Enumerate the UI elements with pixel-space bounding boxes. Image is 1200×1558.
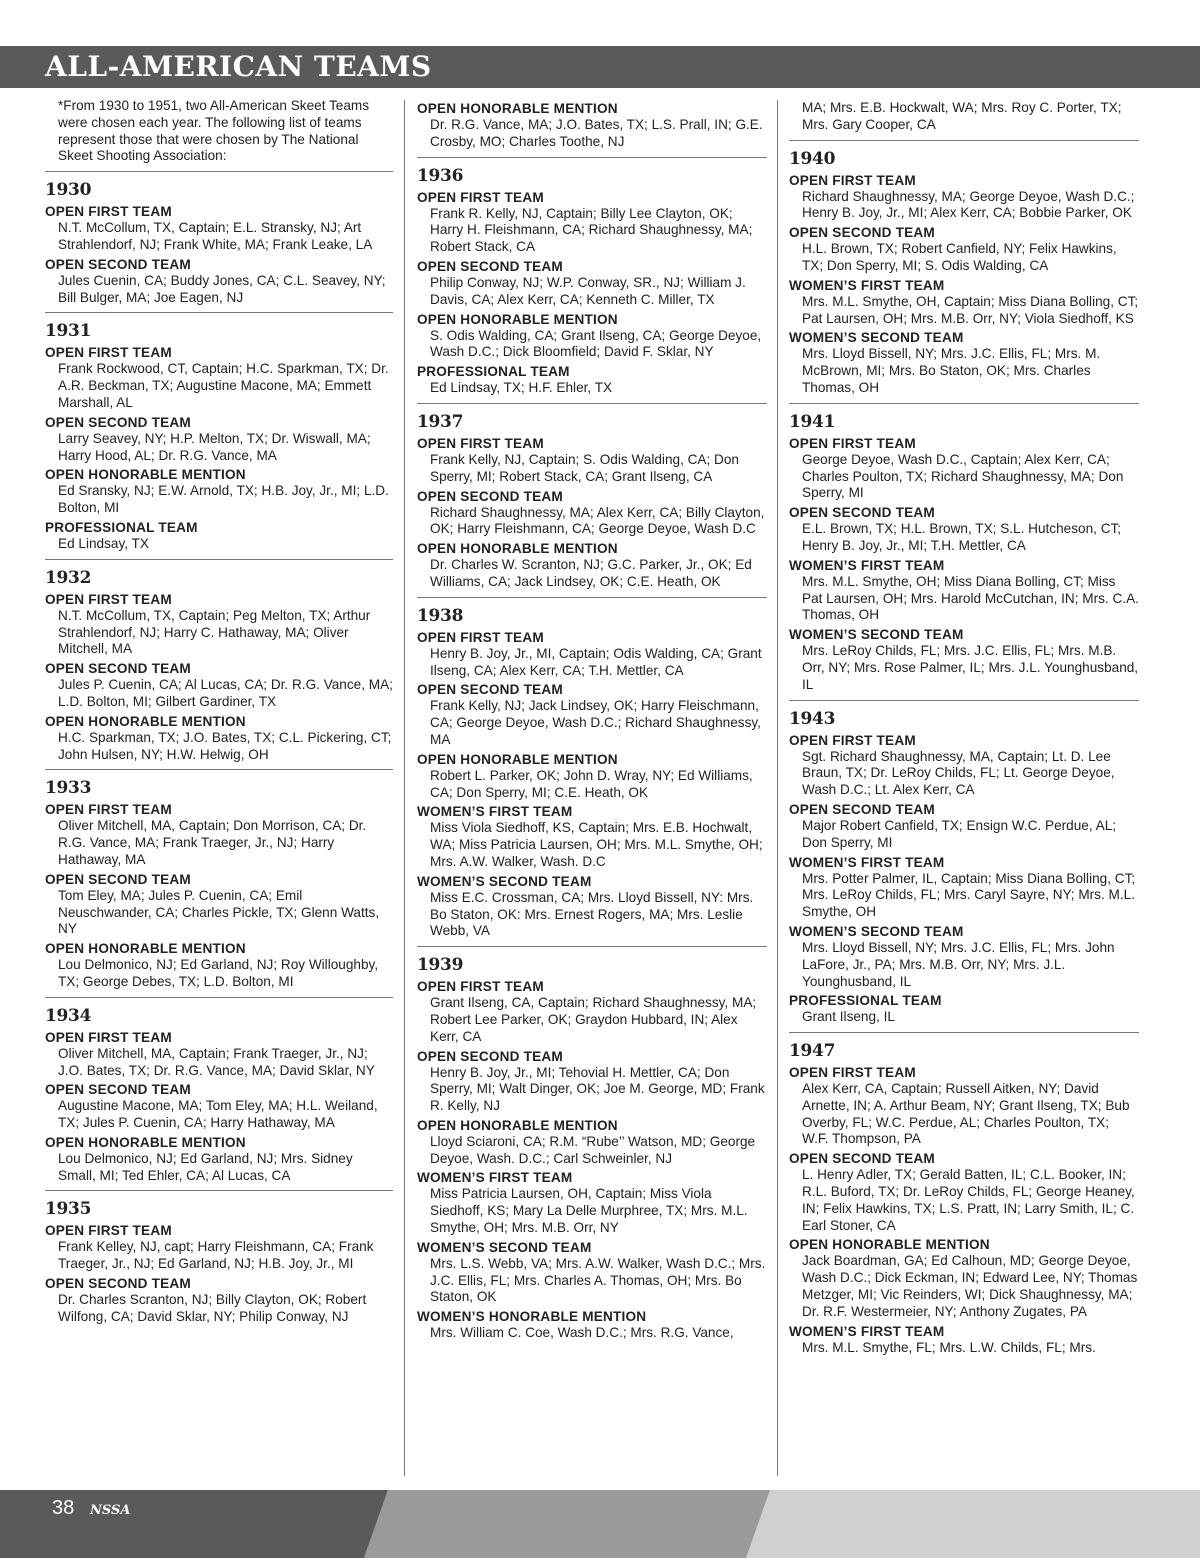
year-heading: 1939	[417, 955, 464, 976]
year-section	[45, 1006, 393, 1192]
team-heading: WOMEN’S FIRST TEAM	[789, 854, 945, 870]
team-entry	[45, 1029, 393, 1080]
team-members: Lou Delmonico, NJ; Ed Garland, NJ; Mrs. Sidney Small, MI; Ted Ehler, CA; Al Lucas, CA	[58, 1150, 353, 1183]
team-members: Grant Ilseng, CA, Captain; Richard Shaughnessy, MA; Robert Lee Parker, OK; Graydon Hubbard, IN; Alex Kerr, CA	[430, 995, 757, 1044]
team-entry	[789, 100, 1139, 134]
team-members: Henry B. Joy, Jr., MI, Captain; Odis Walding, CA; Grant Ilseng, CA; Alex Kerr, CA; T.H. Mettler, CA	[430, 645, 762, 678]
team-members: Jules Cuenin, CA; Buddy Jones, CA; C.L. Seavey, NY; Bill Bulger, MA; Joe Eagen, NJ	[58, 272, 386, 305]
team-heading: OPEN SECOND TEAM	[417, 488, 563, 504]
team-members: Alex Kerr, CA, Captain; Russell Aitken, NY; David Arnette, IN; A. Arthur Beam, NY; Grant Ilseng, TX; Bub Overby, FL; W.C. Perdue, AL; Charles Poulton, TX; W.F. Thompson, PA	[802, 1081, 1130, 1147]
team-entry	[417, 629, 767, 680]
team-heading: OPEN SECOND TEAM	[45, 414, 191, 430]
team-members: Frank Kelley, NJ, capt; Harry Fleishmann, CA; Frank Traeger, Jr., NJ; Ed Garland, NJ; H.B. Joy, Jr., MI	[58, 1239, 374, 1272]
year-section	[45, 321, 393, 559]
team-members: Mrs. L.S. Webb, VA; Mrs. A.W. Walker, Wash D.C.; Mrs. J.C. Ellis, FL; Mrs. Charles A. Thomas, OH; Mrs. Bo Staton, OK	[430, 1255, 766, 1305]
team-heading: OPEN HONORABLE MENTION	[45, 1134, 246, 1150]
team-entry	[789, 1064, 1139, 1148]
team-heading: OPEN SECOND TEAM	[789, 1151, 935, 1167]
team-entry	[45, 203, 393, 254]
team-members: Jack Boardman, GA; Ed Calhoun, MD; George Deyoe, Wash D.C.; Dick Eckman, IN; Edward Lee, NY; Thomas Metzger, MI; Vic Reinders, WI; Dick Shaughnessy, MA; Dr. R.F. Westermeier, NY; Anthony Zugates, PA	[802, 1253, 1138, 1319]
team-entry	[789, 854, 1139, 921]
team-entry	[417, 978, 767, 1045]
team-members: Henry B. Joy, Jr., MI; Tehovial H. Mettler, CA; Don Sperry, MI; Walt Dinger, OK; Joe M. George, MD; Frank R. Kelly, NJ	[430, 1064, 765, 1114]
team-members: Oliver Mitchell, MA, Captain; Frank Traeger, Jr., NJ; J.O. Bates, TX; Dr. R.G. Vance, MA; David Sklar, NY	[58, 1045, 375, 1078]
team-heading: OPEN SECOND TEAM	[417, 682, 563, 698]
column-1	[45, 98, 393, 1332]
team-members: H.C. Sparkman, TX; J.O. Bates, TX; C.L. Pickering, CT; John Hulsen, NY; H.W. Helwig, OH	[58, 729, 392, 762]
team-entry	[45, 801, 393, 868]
year-section	[789, 100, 1139, 141]
team-entry	[789, 1323, 1139, 1357]
team-members: Mrs. William C. Coe, Wash D.C.; Mrs. R.G. Vance,	[430, 1325, 734, 1341]
team-heading: OPEN HONORABLE MENTION	[45, 941, 246, 957]
team-heading: OPEN HONORABLE MENTION	[45, 467, 246, 483]
team-entry	[45, 466, 393, 517]
year-section	[789, 412, 1139, 701]
team-entry	[417, 1169, 767, 1236]
team-members: Robert L. Parker, OK; John D. Wray, NY; Ed Williams, CA; Don Sperry, MI; C.E. Heath, OK	[430, 767, 753, 800]
team-members: Major Robert Canfield, TX; Ensign W.C. Perdue, AL; Don Sperry, MI	[802, 817, 1117, 850]
page-number: 38	[52, 1497, 75, 1519]
team-members: Frank R. Kelly, NJ, Captain; Billy Lee Clayton, OK; Harry H. Fleishmann, CA; Richard Shaughnessy, MA; Robert Stack, CA	[430, 205, 753, 255]
team-members: Mrs. M.L. Smythe, OH; Miss Diana Bolling, CT; Miss Pat Laursen, OH; Mrs. Harold McCutchan, IN; Mrs. C.A. Thomas, OH	[802, 573, 1139, 623]
team-members: Frank Kelly, NJ; Jack Lindsey, OK; Harry Fleischmann, CA; George Deyoe, Wash D.C.; Richard Shaughnessy, MA	[430, 698, 761, 747]
team-entry	[417, 100, 767, 151]
team-heading: OPEN SECOND TEAM	[789, 505, 935, 521]
team-entry	[789, 801, 1139, 852]
team-members: Richard Shaughnessy, MA; Alex Kerr, CA; Billy Clayton, OK; Harry Fleishmann, CA; George Deyoe, Wash D.C	[430, 504, 765, 537]
team-heading: OPEN SECOND TEAM	[789, 801, 935, 817]
team-members: Dr. Charles Scranton, NJ; Billy Clayton, OK; Robert Wilfong, CA; David Sklar, NY; Philip Conway, NJ	[58, 1292, 367, 1324]
team-entry	[789, 277, 1139, 328]
team-heading: OPEN FIRST TEAM	[45, 802, 172, 818]
team-members: Jules P. Cuenin, CA; Al Lucas, CA; Dr. R.G. Vance, MA; L.D. Bolton, MI; Gilbert Gardiner, TX	[58, 677, 393, 709]
team-members: Sgt. Richard Shaughnessy, MA, Captain; Lt. D. Lee Braun, TX; Dr. LeRoy Childs, FL; Lt. George Deyoe, Wash D.C.; Lt. Alex Kerr, CA	[802, 748, 1115, 798]
team-entry	[417, 681, 767, 748]
year-heading: 1936	[417, 165, 464, 186]
team-heading: OPEN HONORABLE MENTION	[417, 101, 618, 116]
column-2	[417, 98, 767, 1348]
team-entry	[417, 873, 767, 940]
team-entry	[417, 258, 767, 309]
team-heading: OPEN HONORABLE MENTION	[789, 1237, 990, 1253]
year-section	[789, 709, 1139, 1034]
team-heading: WOMEN’S FIRST TEAM	[789, 1323, 945, 1339]
team-heading: WOMEN’S SECOND TEAM	[417, 873, 592, 889]
team-entry	[417, 751, 767, 802]
column-divider	[777, 100, 778, 1476]
year-section	[417, 606, 767, 947]
team-members: Dr. R.G. Vance, MA; J.O. Bates, TX; L.S. Prall, IN; G.E. Crosby, MO; Charles Toothe, NJ	[430, 117, 763, 149]
year-heading: 1933	[45, 778, 92, 799]
team-members: Frank Kelly, NJ, Captain; S. Odis Walding, CA; Don Sperry, MI; Robert Stack, CA; Grant Ilseng, CA	[430, 451, 739, 484]
team-entry	[417, 1308, 767, 1342]
year-heading: 1935	[45, 1199, 92, 1220]
team-entry	[789, 1236, 1139, 1320]
year-section	[45, 180, 393, 313]
team-members: Mrs. Lloyd Bissell, NY; Mrs. J.C. Ellis, FL; Mrs. M. McBrown, MI; Mrs. Bo Staton, OK; Mrs. Charles Thomas, OH	[802, 346, 1101, 395]
team-entry	[417, 488, 767, 539]
footer-stripes	[0, 1490, 1200, 1558]
team-entry	[417, 1048, 767, 1115]
team-entry	[45, 1134, 393, 1185]
team-members: Frank Rockwood, CT, Captain; H.C. Sparkman, TX; Dr. A.R. Beckman, TX; Augustine Macone, MA; Emmett Marshall, AL	[58, 361, 389, 410]
year-section	[45, 778, 393, 997]
team-heading: OPEN SECOND TEAM	[45, 256, 191, 272]
team-heading: OPEN FIRST TEAM	[417, 629, 544, 645]
team-members: Mrs. M.L. Smythe, FL; Mrs. L.W. Childs, FL; Mrs.	[802, 1339, 1096, 1355]
team-heading: OPEN HONORABLE MENTION	[417, 1117, 618, 1133]
team-heading: OPEN SECOND TEAM	[789, 225, 935, 241]
team-members: N.T. McCollum, TX, Captain; Peg Melton, TX; Arthur Strahlendorf, NJ; Harry C. Hathaway, MA; Oliver Mitchell, MA	[58, 607, 371, 657]
team-heading: WOMEN’S FIRST TEAM	[417, 804, 573, 820]
team-entry	[789, 224, 1139, 275]
team-members: Miss E.C. Crossman, CA; Mrs. Lloyd Bissell, NY: Mrs. Bo Staton, OK: Mrs. Ernest Rogers, MA; Mrs. Leslie Webb, VA	[430, 889, 754, 939]
team-entry	[789, 504, 1139, 555]
year-heading: 1938	[417, 605, 464, 626]
team-entry	[789, 923, 1139, 990]
team-heading: OPEN HONORABLE MENTION	[417, 541, 618, 557]
team-members: Miss Viola Siedhoff, KS, Captain; Mrs. E.B. Hochwalt, WA; Miss Patricia Laursen, OH; Mrs. M.L. Smythe, OH; Mrs. A.W. Walker, Wash. D.C	[430, 820, 763, 869]
team-entry	[417, 189, 767, 256]
year-heading: 1943	[789, 708, 836, 729]
team-entry	[45, 713, 393, 764]
team-entry	[45, 1222, 393, 1273]
team-members: S. Odis Walding, CA; Grant Ilseng, CA; George Deyoe, Wash D.C.; Dick Bloomfield; David F. Sklar, NY	[430, 327, 762, 360]
footer-brand: NSSA	[90, 1503, 131, 1518]
team-entry	[417, 363, 767, 397]
team-entry	[45, 591, 393, 658]
team-entry	[789, 626, 1139, 693]
year-heading: 1934	[45, 1005, 92, 1026]
team-heading: PROFESSIONAL TEAM	[417, 364, 570, 380]
team-members: Oliver Mitchell, MA, Captain; Don Morrison, CA; Dr. R.G. Vance, MA; Frank Traeger, Jr., NJ; Harry Hathaway, MA	[58, 818, 367, 867]
team-entry	[45, 940, 393, 991]
team-entry	[789, 557, 1139, 624]
team-entry	[45, 660, 393, 711]
team-members: MA; Mrs. E.B. Hockwalt, WA; Mrs. Roy C. Porter, TX; Mrs. Gary Cooper, CA	[802, 100, 1122, 132]
team-heading: WOMEN’S HONORABLE MENTION	[417, 1309, 647, 1325]
team-heading: OPEN FIRST TEAM	[789, 435, 916, 451]
team-entry	[45, 414, 393, 465]
team-members: Philip Conway, NJ; W.P. Conway, SR., NJ; William J. Davis, CA; Alex Kerr, CA; Kenneth C. Miller, TX	[430, 274, 746, 307]
team-heading: WOMEN’S SECOND TEAM	[417, 1239, 592, 1255]
footer-bar	[0, 1490, 1200, 1558]
team-members: E.L. Brown, TX; H.L. Brown, TX; S.L. Hutcheson, CT; Henry B. Joy, Jr., MI; T.H. Mettler, CA	[802, 521, 1122, 553]
team-heading: OPEN FIRST TEAM	[45, 591, 172, 607]
team-members: Lloyd Sciaroni, CA; R.M. “Rube’’ Watson, MD; George Deyoe, Wash. D.C.; Carl Schweinler, NJ	[430, 1133, 756, 1166]
team-members: Miss Patricia Laursen, OH, Captain; Miss Viola Siedhoff, KS; Mary La Delle Murphree, TX; Mrs. M.L. Smythe, OH; Mrs. M.B. Orr, NY	[430, 1186, 748, 1236]
team-members: Augustine Macone, MA; Tom Eley, MA; H.L. Weiland, TX; Jules P. Cuenin, CA; Harry Hathaway, MA	[58, 1098, 378, 1131]
team-entry	[789, 329, 1139, 396]
team-heading: OPEN FIRST TEAM	[417, 979, 544, 995]
team-members: Lou Delmonico, NJ; Ed Garland, NJ; Roy Willoughby, TX; George Debes, TX; L.D. Bolton, MI	[58, 957, 379, 989]
team-heading: OPEN SECOND TEAM	[45, 871, 191, 887]
team-heading: OPEN SECOND TEAM	[45, 661, 191, 677]
team-entry	[45, 344, 393, 411]
intro-note: *From 1930 to 1951, two All-American Skeet Teams were chosen each year. The following list of teams represent those that were chosen by The National Skeet Shooting Association:	[45, 98, 393, 172]
team-heading: OPEN FIRST TEAM	[789, 1065, 916, 1081]
team-members: Mrs. Lloyd Bissell, NY; Mrs. J.C. Ellis, FL; Mrs. John LaFore, Jr., PA; Mrs. M.B. Orr, NY; Mrs. J.L. Younghusband, IL	[802, 939, 1115, 989]
team-heading: OPEN FIRST TEAM	[417, 189, 544, 205]
team-members: H.L. Brown, TX; Robert Canfield, NY; Felix Hawkins, TX; Don Sperry, MI; S. Odis Walding, CA	[802, 241, 1117, 273]
team-heading: OPEN SECOND TEAM	[417, 258, 563, 274]
team-entry	[417, 1117, 767, 1168]
team-heading: OPEN HONORABLE MENTION	[417, 311, 618, 327]
team-members: Ed Lindsay, TX	[58, 535, 149, 551]
team-heading: OPEN FIRST TEAM	[45, 345, 172, 361]
team-entry	[417, 540, 767, 591]
team-entry	[417, 435, 767, 486]
team-members: George Deyoe, Wash D.C., Captain; Alex Kerr, CA; Charles Poulton, TX; Richard Shaughnessy, MA; Don Sperry, MI	[802, 451, 1124, 501]
team-members: Grant Ilseng, IL	[802, 1009, 895, 1025]
team-entry	[45, 1081, 393, 1132]
column-divider	[404, 100, 405, 1476]
team-entry	[45, 1275, 393, 1326]
team-members: Larry Seavey, NY; H.P. Melton, TX; Dr. Wiswall, MA; Harry Hood, AL; Dr. R.G. Vance, MA	[58, 430, 371, 463]
team-members: Mrs. LeRoy Childs, FL; Mrs. J.C. Ellis, FL; Mrs. M.B. Orr, NY; Mrs. Rose Palmer, IL; Mrs. J.L. Younghusband, IL	[802, 643, 1139, 692]
team-entry	[417, 803, 767, 870]
year-heading: 1941	[789, 411, 836, 432]
year-heading: 1930	[45, 180, 92, 201]
year-section	[417, 100, 767, 158]
team-heading: OPEN FIRST TEAM	[789, 732, 916, 748]
team-heading: OPEN FIRST TEAM	[417, 435, 544, 451]
team-members: Mrs. Potter Palmer, IL, Captain; Miss Diana Bolling, CT; Mrs. LeRoy Childs, FL; Mrs. Caryl Sayre, NY; Mrs. M.L. Smythe, OH	[802, 870, 1136, 920]
team-heading: OPEN FIRST TEAM	[45, 1029, 172, 1045]
year-section	[789, 1041, 1139, 1362]
team-entry	[789, 1150, 1139, 1234]
team-heading: OPEN SECOND TEAM	[45, 1082, 191, 1098]
year-section	[417, 166, 767, 404]
team-entry	[789, 435, 1139, 502]
year-heading: 1937	[417, 411, 464, 432]
team-heading: OPEN HONORABLE MENTION	[45, 713, 246, 729]
year-section	[789, 149, 1139, 404]
team-members: N.T. McCollum, TX, Captain; E.L. Stransky, NJ; Art Strahlendorf, NJ; Frank White, MA; Frank Leake, LA	[58, 220, 373, 252]
team-heading: WOMEN’S FIRST TEAM	[789, 277, 945, 293]
team-members: Tom Eley, MA; Jules P. Cuenin, CA; Emil Neuschwander, CA; Charles Pickle, TX; Glenn Watts, NY	[58, 887, 380, 937]
year-section	[45, 568, 393, 771]
team-heading: WOMEN’S FIRST TEAM	[417, 1170, 573, 1186]
column-3	[789, 98, 1139, 1362]
team-entry	[417, 311, 767, 362]
year-heading: 1940	[789, 148, 836, 169]
team-heading: WOMEN’S FIRST TEAM	[789, 557, 945, 573]
page-title: ALL-AMERICAN TEAMS	[45, 50, 432, 83]
team-members: Mrs. M.L. Smythe, OH, Captain; Miss Diana Bolling, CT; Pat Laursen, OH; Mrs. M.B. Orr, NY; Viola Siedhoff, KS	[802, 293, 1139, 326]
team-heading: OPEN FIRST TEAM	[45, 204, 172, 220]
year-heading: 1932	[45, 567, 92, 588]
header-banner	[0, 46, 1200, 88]
team-entry	[789, 732, 1139, 799]
year-section	[417, 412, 767, 598]
team-heading: OPEN SECOND TEAM	[417, 1048, 563, 1064]
team-heading: OPEN HONORABLE MENTION	[417, 751, 618, 767]
team-heading: OPEN SECOND TEAM	[45, 1276, 191, 1292]
team-members: Dr. Charles W. Scranton, NJ; G.C. Parker, Jr., OK; Ed Williams, CA; Jack Lindsey, OK; C.E. Heath, OK	[430, 557, 752, 589]
year-heading: 1947	[789, 1041, 836, 1062]
year-section	[45, 1199, 393, 1331]
team-entry	[45, 871, 393, 938]
team-members: L. Henry Adler, TX; Gerald Batten, IL; C.L. Booker, IN; R.L. Buford, TX; Dr. LeRoy Childs, FL; George Heaney, IN; Felix Hawkins, TX; L.S. Pratt, IN; Larry Smith, IL; C. Earl Stoner, CA	[802, 1167, 1135, 1233]
team-heading: PROFESSIONAL TEAM	[789, 993, 942, 1009]
team-entry	[789, 992, 1139, 1026]
team-members: Richard Shaughnessy, MA; George Deyoe, Wash D.C.; Henry B. Joy, Jr., MI; Alex Kerr, CA; Bobbie Parker, OK	[802, 188, 1135, 221]
team-entry	[789, 172, 1139, 223]
team-entry	[417, 1239, 767, 1306]
team-members: Ed Lindsay, TX; H.F. Ehler, TX	[430, 380, 613, 396]
year-heading: 1931	[45, 321, 92, 342]
team-heading: WOMEN’S SECOND TEAM	[789, 627, 964, 643]
team-heading: OPEN FIRST TEAM	[45, 1223, 172, 1239]
team-entry	[45, 256, 393, 307]
team-heading: OPEN FIRST TEAM	[789, 172, 916, 188]
year-section	[417, 955, 767, 1348]
team-members: Ed Sransky, NJ; E.W. Arnold, TX; H.B. Joy, Jr., MI; L.D. Bolton, MI	[58, 483, 389, 516]
team-heading: WOMEN’S SECOND TEAM	[789, 330, 964, 346]
team-entry	[45, 519, 393, 553]
team-heading: PROFESSIONAL TEAM	[45, 519, 198, 535]
team-heading: WOMEN’S SECOND TEAM	[789, 923, 964, 939]
